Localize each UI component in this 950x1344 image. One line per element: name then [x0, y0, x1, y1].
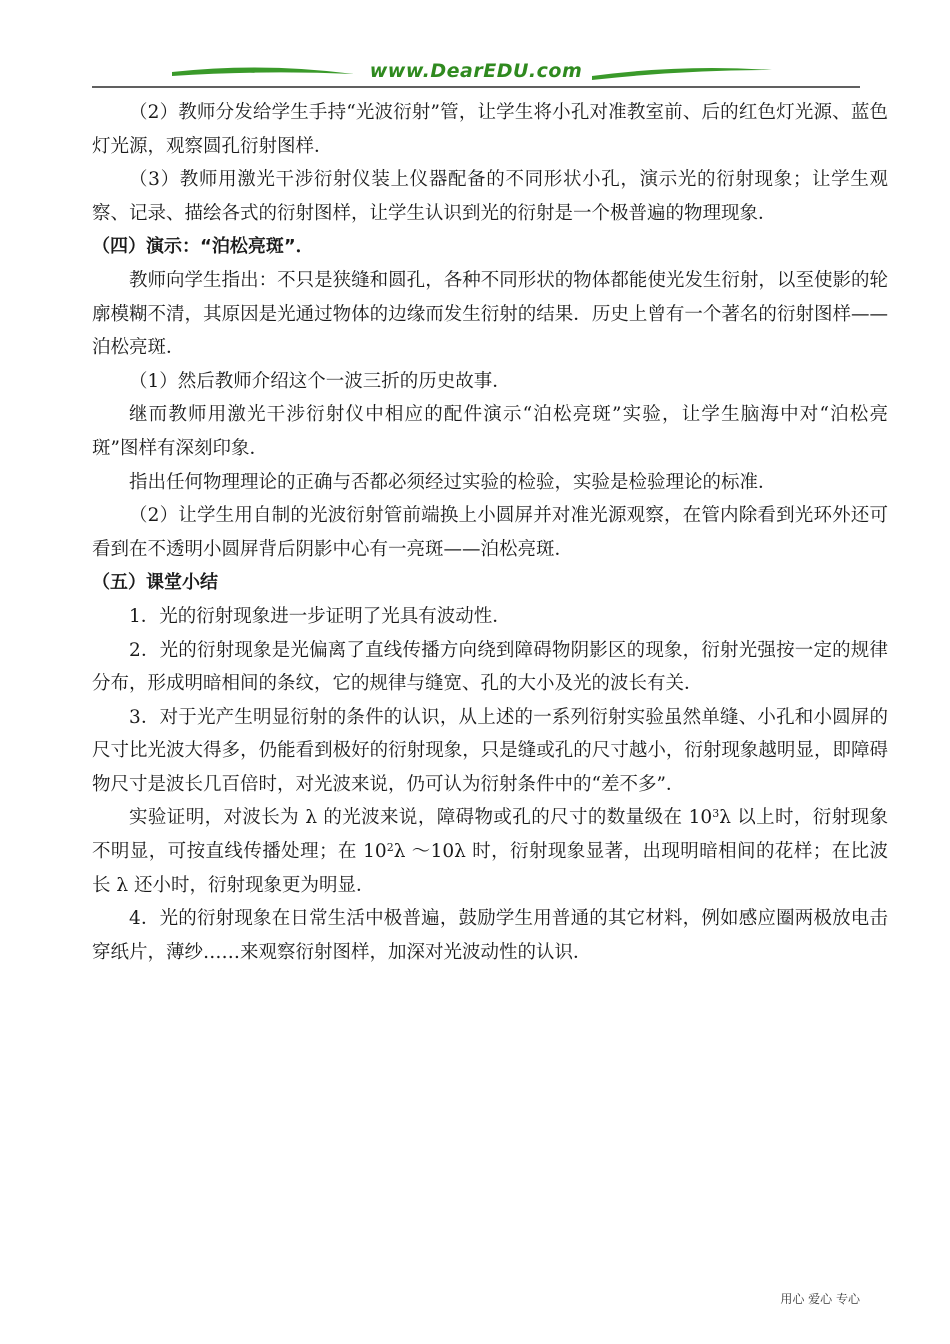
paragraph: （2）教师分发给学生手持“光波衍射”管，让学生将小孔对准教室前、后的红色灯光源、蓝色灯光源，观察圆孔衍射图样．	[92, 102, 888, 157]
text-run: λ 以上时，衍射现象不明显，可按直线传播处理；在 10	[92, 807, 888, 863]
paragraph: （2）让学生用自制的光波衍射管前端换上小圆屏并对准光源观察，在管内除看到光环外还可看到在不透明小圆屏背后阴影中心有一亮斑——泊松亮斑．	[92, 505, 888, 560]
paragraph: 教师向学生指出：不只是狭缝和圆孔，各种不同形状的物体都能使光发生衍射，以至使影的轮廓模糊不清，其原因是光通过物体的边缘而发生衍射的结果．历史上曾有一个著名的衍射图样——泊松亮斑．	[92, 269, 888, 359]
list-item: 3．对于光产生明显衍射的条件的认识，从上述的一系列衍射实验虽然单缝、小孔和小圆屏的尺寸比光波大得多，仍能看到极好的衍射现象，只是缝或孔的尺寸越小，衍射现象越明显，即障碍物尺寸是波长几百倍时，对光波来说，仍可认为衍射条件中的“差不多”．	[92, 706, 888, 795]
document-body	[92, 96, 888, 969]
site-logo-text[interactable]: www.DearEDU.com	[369, 60, 583, 82]
list-item: 1．光的衍射现象进一步证明了光具有波动性．	[129, 605, 511, 627]
paragraph: （3）教师用激光干涉衍射仪装上仪器配备的不同形状小孔，演示光的衍射现象；让学生观察、记录、描绘各式的衍射图样，让学生认识到光的衍射是一个极普遍的物理现象．	[92, 169, 888, 224]
text-run: 实验证明，对波长为 λ 的光波来说，障碍物或孔的尺寸的数量级在 10	[129, 807, 713, 829]
page-footer: 用心 爱心 专心	[780, 1292, 860, 1306]
paragraph: 继而教师用激光干涉衍射仪中相应的配件演示“泊松亮斑”实验，让学生脑海中对“泊松亮斑”图样有深刻印象．	[92, 404, 888, 459]
exponent: 3	[712, 807, 720, 821]
text-run: λ ～10λ 时，衍射现象显著，出现明暗相间的花样；在比波长 λ 还小时，衍射现象更为明显．	[92, 841, 888, 896]
list-item: 4．光的衍射现象在日常生活中极普遍，鼓励学生用普通的其它材料，例如感应圈两极放电击穿纸片，薄纱……来观察衍射图样，加深对光波动性的认识．	[92, 908, 888, 963]
page-header	[92, 58, 860, 92]
paragraph: 指出任何物理理论的正确与否都必须经过实验的检验，实验是检验理论的标准．	[129, 471, 777, 493]
section-heading: （四）演示：“泊松亮斑”．	[92, 236, 314, 258]
experiment-paragraph	[92, 801, 888, 902]
section-heading: （五）课堂小结	[92, 572, 218, 594]
exponent: 2	[386, 841, 394, 855]
paragraph: （1）然后教师介绍这个一波三折的历史故事．	[129, 370, 511, 392]
list-item: 2．光的衍射现象是光偏离了直线传播方向绕到障碍物阴影区的现象，衍射光强按一定的规律分布，形成明暗相间的条纹，它的规律与缝宽、孔的大小及光的波长有关．	[92, 639, 888, 695]
